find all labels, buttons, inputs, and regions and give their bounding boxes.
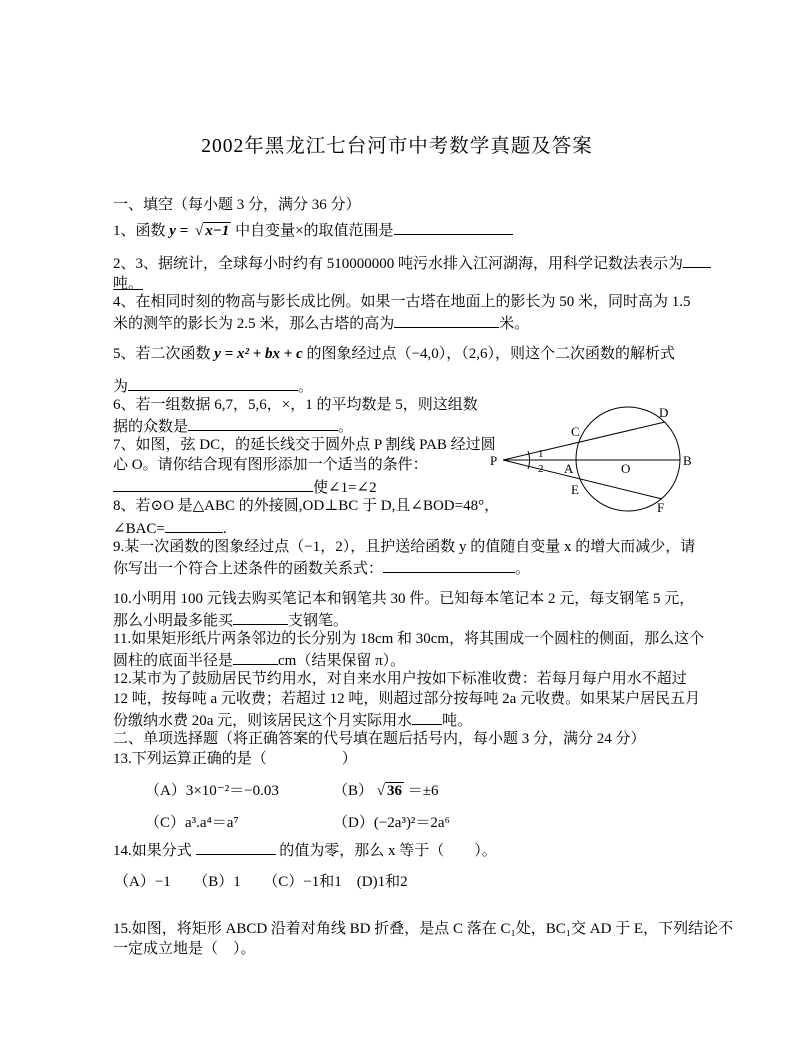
question-6-line-1: 6、若一组数据 6,7，5,6，×，1 的平均数是 5，则这组数 <box>113 397 478 413</box>
radical-sign: √ <box>376 783 385 799</box>
q13-option-c: （C）a³.a⁴＝a⁷ <box>145 815 239 831</box>
question-10-line-1: 10.小明用 100 元钱去购买笔记本和钢笔共 30 件。已知每本笔记本 2 元，每支钢笔 5 元， <box>113 591 695 607</box>
angle-label-1: 1 <box>538 448 544 460</box>
question-12-line-1: 12.某市为了鼓励居民节约用水，对自来水用户按如下标准收费：若每月每户用水不超过 <box>113 671 687 687</box>
question-11-line-1: 11.如果矩形纸片两条邻边的长分别为 18cm 和 30cm，将其围成一个圆柱的侧面，那么这个 <box>113 631 705 647</box>
q23-text: 2、3、据统计，全球每小时约有 510000000 吨污水排入江河湖海，用科学记数法表示为 <box>113 256 684 272</box>
question-11-line-2 <box>113 651 405 670</box>
question-5-line-2 <box>113 377 313 396</box>
question-14-stem <box>113 841 497 860</box>
page-title: 2002年黑龙江七台河市中考数学真题及答案 <box>201 136 593 157</box>
q12-unit: 吨。 <box>442 713 473 729</box>
question-4-line-2 <box>113 314 529 333</box>
question-13-options-cd <box>145 815 645 832</box>
circle-geometry-figure <box>487 387 699 525</box>
q5-quadratic-formula: y = x² + bx + c <box>214 346 303 362</box>
blank-underline <box>233 611 288 625</box>
question-2-3-line-2 <box>113 276 143 293</box>
question-9-line-1: 9.某一次函数的图象经过点（−1，2），且护送给函数 y 的值随自变量 x 的增大而减少，请 <box>113 539 696 555</box>
question-10-line-2 <box>113 611 348 630</box>
q13-option-a: （A）3×10⁻²＝−0.03 <box>145 783 279 799</box>
question-8-line-2 <box>113 519 227 538</box>
question-4-line-1: 4、在相同时刻的物高与影长成比例。如果一古塔在地面上的影长为 50 米，同时高为 1.5 <box>113 294 691 310</box>
blank-underline <box>196 841 276 855</box>
blank-underline <box>128 377 298 391</box>
section-1-heading: 一、填空（每小题 3 分，满分 36 分） <box>113 197 361 213</box>
question-5-line-1 <box>113 346 675 363</box>
q14-text-post: 的值为零，那么 x 等于（ ）。 <box>275 843 497 859</box>
section-2-heading: 二、单项选择题（将正确答案的代号填在题后括号内，每小题 3 分，满分 24 分） <box>113 731 646 747</box>
question-6-line-2 <box>113 417 353 436</box>
secant-pcd <box>503 422 665 460</box>
blank-underline <box>412 711 442 725</box>
question-7-line-3 <box>113 478 377 497</box>
question-7-line-2: 心 O。请你结合现有图形添加一个适当的条件： <box>113 457 428 473</box>
q13-option-b-radicand: 36 <box>387 783 402 799</box>
point-label-f: F <box>657 500 665 515</box>
question-12-line-2: 12 吨，按每吨 a 元收费；若超过 12 吨，则超过部分按每吨 2a 元收费。如果某户居民五月 <box>113 691 701 707</box>
q8-angle-bac: ∠BAC= <box>113 521 165 537</box>
q5-text-pre: 5、若二次函数 <box>113 346 215 362</box>
blank-underline <box>383 559 515 573</box>
q5-text-post: 的图象经过点（−4,0），（2,6），则这个二次函数的解析式 <box>302 346 675 362</box>
point-label-a: A <box>564 461 574 476</box>
q1-radicand: x−1 <box>205 223 230 239</box>
question-7-line-1: 7、如图，弦 DC，的延长线交于圆外点 P 割线 PAB 经过圆 <box>113 437 496 453</box>
q9-period: 。 <box>515 561 531 577</box>
q10-unit: 支钢笔。 <box>288 613 349 629</box>
question-15-line-2: 一定成立地是（ ）。 <box>113 941 256 957</box>
blank-underline <box>233 651 278 665</box>
q5-period: 。 <box>298 379 314 395</box>
question-1 <box>113 221 513 240</box>
question-12-line-3 <box>113 711 472 730</box>
question-9-line-2 <box>113 559 530 578</box>
angle-label-2: 2 <box>538 463 544 475</box>
blank-underline <box>188 417 338 431</box>
question-8-line-1: 8、若⊙O 是△ABC 的外接圆,OD⊥BC 于 D,且∠BOD=48°， <box>113 498 500 514</box>
q1-text-pre: 1、函数 <box>113 223 170 239</box>
q13-option-b <box>333 783 438 800</box>
radical-sign: √ <box>194 223 204 239</box>
question-2-3-line-1 <box>113 254 711 273</box>
q13-option-b-rest: ＝±6 <box>404 783 439 799</box>
question-15-line-1: 15.如图，将矩形 ABCD 沿着对角线 BD 折叠，是点 C 落在 C₁处，BC₁交 AD 于 E，下列结论不 <box>113 921 734 937</box>
q6-text: 据的众数是 <box>113 419 189 435</box>
point-label-p: P <box>490 453 498 468</box>
point-label-o: O <box>621 461 631 476</box>
blank-underline <box>683 254 711 268</box>
blank-underline <box>165 519 223 533</box>
blank-underline <box>394 314 499 328</box>
point-label-c: C <box>571 424 580 439</box>
q1-text-post: 中自变量×的取值范围是 <box>231 223 394 239</box>
q10-text: 那么小明最多能买 <box>113 613 234 629</box>
q7-angle-condition: 使∠1=∠2 <box>313 480 377 496</box>
q6-period: 。 <box>338 419 354 435</box>
q14-text-pre: 14.如果分式 <box>113 843 196 859</box>
q9-text: 你写出一个符合上述条件的函数关系式： <box>113 561 384 577</box>
q8-period: . <box>222 521 227 537</box>
q4-unit: 米。 <box>499 316 530 332</box>
blank-underline <box>394 221 513 235</box>
question-13-options-ab <box>145 783 645 800</box>
q23-unit: 吨。 <box>113 276 144 292</box>
q12-text: 份缴纳水费 20a 元，则该居民这个月实际用水 <box>113 713 413 729</box>
point-label-d: D <box>659 405 669 420</box>
q13-option-d: （D）(−2a³)²＝2a⁶ <box>333 815 450 831</box>
q11-text: 圆柱的底面半径是 <box>113 653 234 669</box>
q5-text: 为 <box>113 379 129 395</box>
blank-underline <box>113 478 313 492</box>
secant-pef <box>503 460 662 499</box>
q4-text: 米的测竿的影长为 2.5 米，那么古塔的高为 <box>113 316 395 332</box>
question-14-options: （A）−1 （B）1 （C）−1和1 (D)1和2 <box>114 874 408 890</box>
question-13-stem: 13.下列运算正确的是（ ） <box>113 751 357 767</box>
point-label-b: B <box>683 453 692 468</box>
q1-formula-y: y = <box>169 223 192 239</box>
q11-unit: cm（结果保留 π）。 <box>278 653 406 669</box>
point-label-e: E <box>571 482 579 497</box>
q13-option-b-label: （B） <box>333 783 377 799</box>
